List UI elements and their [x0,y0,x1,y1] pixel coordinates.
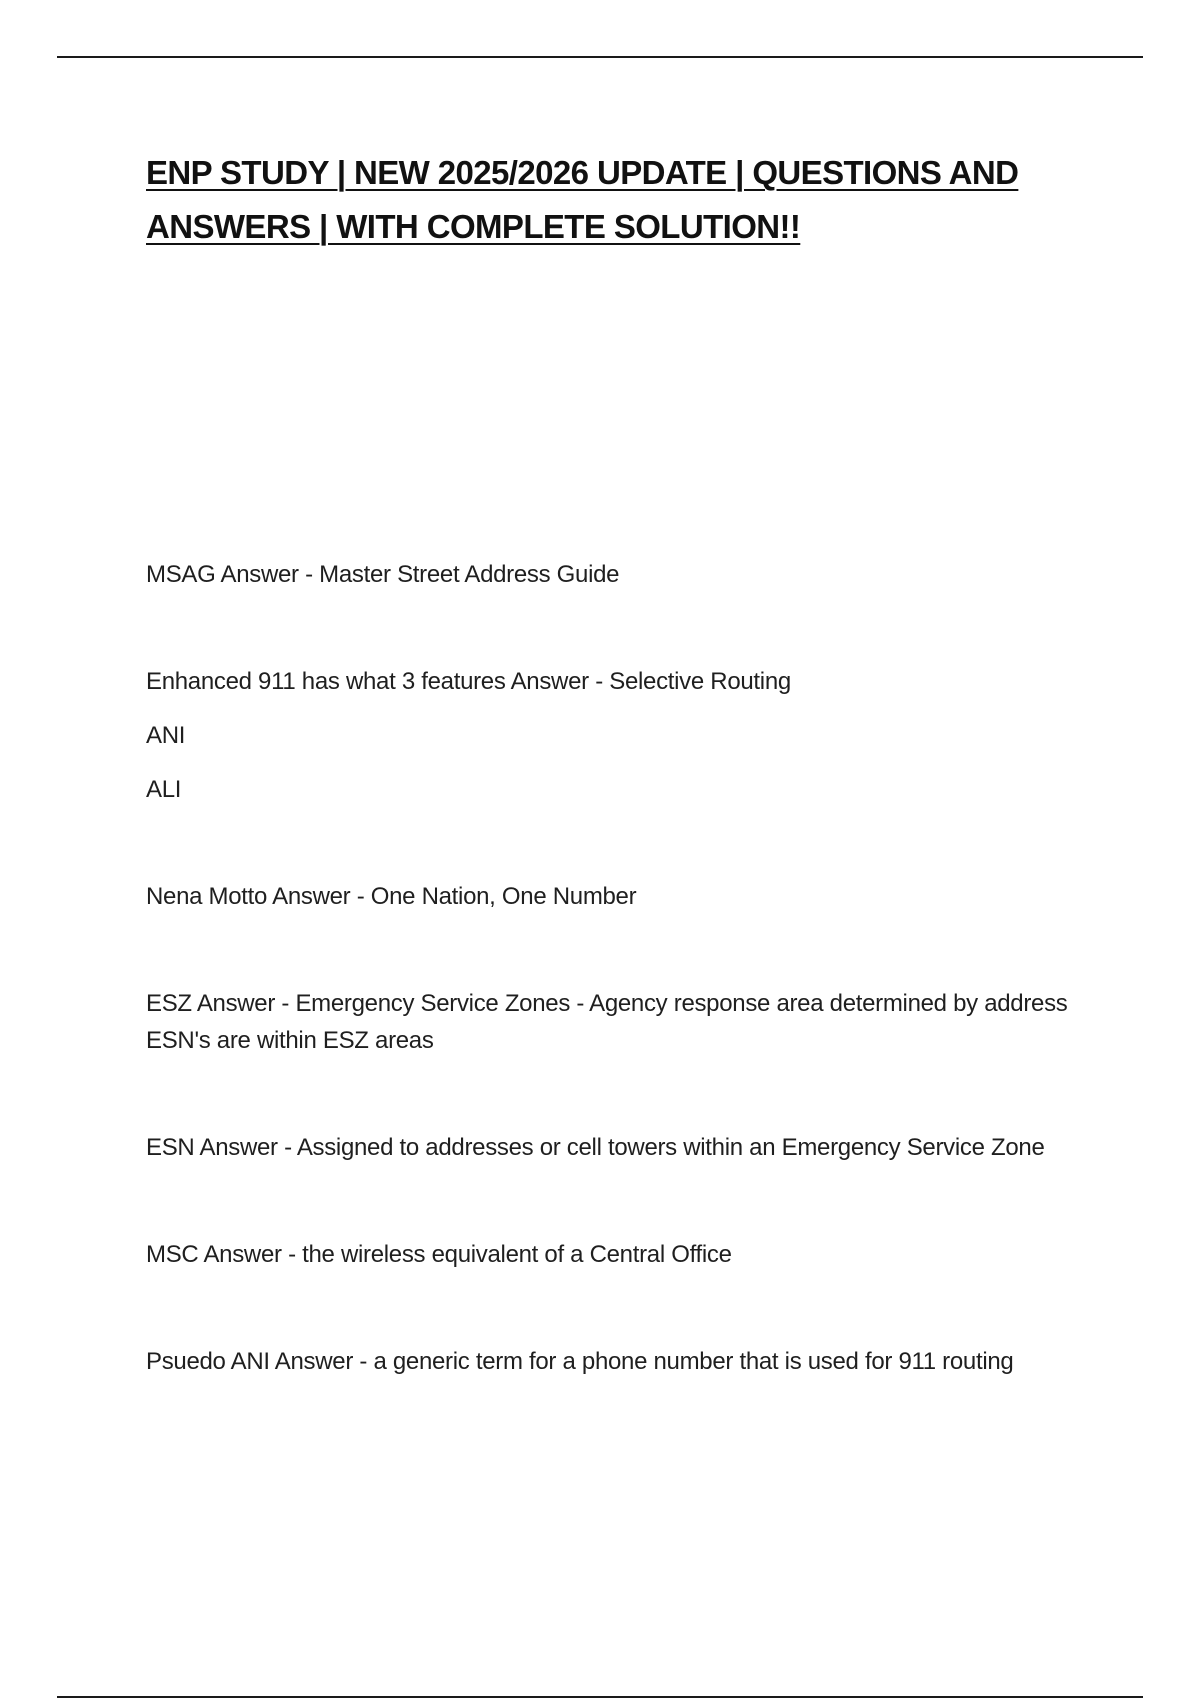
qa-item-esn: ESN Answer - Assigned to addresses or cell towers within an Emergency Service Zone [146,1134,1045,1161]
qa-line: ALI [146,776,182,803]
bottom-divider [57,1696,1143,1698]
qa-item-msag: MSAG Answer - Master Street Address Guide [146,561,620,588]
qa-item-nena-motto: Nena Motto Answer - One Nation, One Number [146,883,637,910]
qa-list [146,556,1076,1380]
document-body [146,146,1076,1450]
qa-item-esz: ESZ Answer - Emergency Service Zones - Agency response area determined by address ESN's are within ESZ areas [146,990,1068,1054]
qa-item-enhanced-911 [146,663,1076,808]
top-divider [57,56,1143,58]
qa-line: Enhanced 911 has what 3 features Answer - Selective Routing [146,668,791,695]
qa-line: ANI [146,722,186,749]
document-title: ENP STUDY | NEW 2025/2026 UPDATE | QUESTIONS AND ANSWERS | WITH COMPLETE SOLUTION!! [146,154,1019,245]
qa-item-pseudo-ani: Psuedo ANI Answer - a generic term for a phone number that is used for 911 routing [146,1348,1014,1375]
qa-item-msc: MSC Answer - the wireless equivalent of a Central Office [146,1241,732,1268]
